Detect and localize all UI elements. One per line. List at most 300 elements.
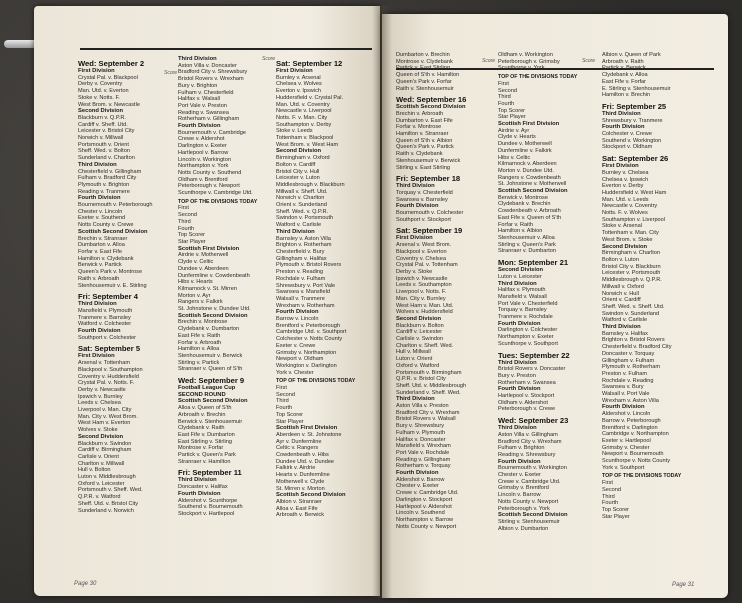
fixture-line: Bolton v. Luton <box>602 256 639 263</box>
fixture-line: Motherwell v. Clyde <box>276 478 325 485</box>
fixture-line: Grimsby v. Brentford <box>498 485 549 492</box>
fixture-line: Stirling v. Queen's Park <box>498 241 556 248</box>
fixture-line: Portsmouth v. Sheff. Wed. <box>78 487 143 494</box>
fixture-line: Torquay v. Chesterfield <box>396 189 453 196</box>
fixture-line: Brentford v. Peterborough <box>276 322 340 329</box>
fixture-line: Sheff. Utd. v. Middlesbrough <box>396 382 467 389</box>
fixture-line: Top Scorer <box>602 507 630 513</box>
division-heading: Third Division <box>178 56 217 62</box>
fixture-line: Hartlepool v. Aldershot <box>396 503 452 510</box>
fixture-line: Brechin v. Stranraer <box>78 235 128 242</box>
division-heading: Fourth Division <box>602 124 645 131</box>
fixture-line: Luton v. Orient <box>396 356 433 363</box>
fixture-line: Cowdenbeath v. Hibs <box>276 452 329 459</box>
fixture-line: Sheff. Wed. v. Sheff. Utd. <box>602 303 665 310</box>
fixture-line: Orient v. Sunderland <box>276 202 327 209</box>
fixture-line: Chester v. Exeter <box>498 472 541 479</box>
fixture-line: Stirling v. East Stirling <box>396 164 450 171</box>
fixture-line: Mansfield v. Plymouth <box>78 307 133 314</box>
fixture-line: Northampton v. Barrow <box>396 517 454 523</box>
fixture-line: Gillingham v. Fulham <box>602 357 655 364</box>
fixture-line: Tottenham v. Man. City <box>602 230 659 237</box>
division-heading: Third Division <box>178 477 217 484</box>
fixture-line: Blackburn v. Bolton <box>396 322 444 329</box>
fixture-line: Stoke v. Notts. F. <box>78 94 120 101</box>
fixture-line: Sheff. Wed. v. Bolton <box>78 148 130 155</box>
right-page <box>382 14 728 598</box>
fixture-line: Ipswich v. Burnley <box>78 393 123 400</box>
fixture-line: Darlington v. Stockport <box>396 496 453 503</box>
fixture-line: Ipswich v. Newcastle <box>396 275 448 282</box>
fixture-line: Cowdenbeath v. Arbroath <box>498 208 561 215</box>
fixture-line: Southampton v. Derby <box>276 121 332 128</box>
fixture-line: Hibs v. Hearts <box>178 279 213 286</box>
fixture-line: Blackpool v. Everton <box>396 248 447 255</box>
fixture-column <box>602 52 712 582</box>
division-heading: Third Division <box>78 301 117 308</box>
fixture-line: Aston Villa v. Doncaster <box>178 62 237 69</box>
division-heading: First Division <box>78 353 115 360</box>
fixture-line: Lincoln v. Workington <box>178 156 231 163</box>
fixture-line: Fulham v. Chesterfield <box>178 89 234 96</box>
fixture-line: Swansea v. Mansfield <box>276 289 330 296</box>
fixture-line: Halifax v. Walsall <box>178 96 220 103</box>
fixture-line: Blackburn v. Swindon <box>78 440 132 447</box>
fixture-line: Man. Utd. v. Coventry <box>276 101 330 108</box>
fixture-line: Darlington v. Colchester <box>498 327 558 334</box>
division-heading: Second Division <box>78 433 124 440</box>
fixture-line: Gillingham v. Halifax <box>276 255 327 262</box>
score-header-2: Score <box>582 58 596 64</box>
fixture-line: Chesterfield v. Gillingham <box>78 168 142 175</box>
score-header-2: Score <box>262 56 276 62</box>
fixture-line: Stockport v. Oldham <box>602 144 653 151</box>
fixture-line: Stoke v. Arsenal <box>602 223 643 230</box>
division-heading: Fourth Division <box>396 203 439 210</box>
fixture-line: St. Johnstone v. Dundee Utd. <box>178 306 251 313</box>
fixture-line: Newcastle v. Liverpool <box>276 108 332 115</box>
fixture-line: Stranraer v. Dumbarton <box>498 248 557 255</box>
fixture-line: Scunthorpe v. York <box>498 65 545 72</box>
fixture-line: Huddersfield v. Crystal Pal. <box>276 94 344 101</box>
fixture-line: Luton v. Middlesbrough <box>78 474 136 481</box>
fixture-line: West Brom. v. Stoke <box>602 236 653 243</box>
fixture-line: Peterborough v. Grimsby <box>498 58 560 65</box>
fixture-line: Southampton v. Liverpool <box>602 216 666 223</box>
date-heading: Fri: September 25 <box>602 101 667 111</box>
division-heading: First Division <box>276 68 313 74</box>
fixture-line: Second <box>276 391 295 398</box>
fixture-line: Clyde v. Hearts <box>498 134 536 141</box>
fixture-line: Chelsea v. Ipswich <box>602 176 649 183</box>
fixture-line: Chelsea v. Wolves <box>276 81 322 88</box>
fixture-line: Top Scorer <box>178 232 206 239</box>
fixture-line: Wrexham v. Aston Villa <box>602 397 659 404</box>
fixture-line: Clydebank v. Dumbarton <box>178 326 240 333</box>
fixture-line: Rotherham v. Torquay <box>396 463 451 470</box>
fixture-line: Preston v. Fulham <box>602 370 647 377</box>
fixture-line: Shrewsbury v. Tranmere <box>602 117 663 124</box>
fixture-column <box>396 52 494 582</box>
fixture-line: Stranraer v. Queen of S'th <box>178 366 243 373</box>
fixture-line: Leicester v. Portsmouth <box>602 270 661 277</box>
fixture-line: Morton v. Ayr <box>178 292 211 299</box>
fixture-line: Rotherham v. Gillingham <box>178 116 240 123</box>
fixture-line: Crystal Pal. v. Tottenham <box>396 262 458 269</box>
fixture-line: Kilmarnock v. St. Mirren <box>178 285 237 292</box>
fixture-line: Forfar v. East Fife <box>78 248 123 255</box>
fixture-line: Montrose v. Forfar <box>178 445 224 452</box>
fixture-line: Dunfermline v. Falkirk <box>498 147 552 154</box>
fixture-line: West Brom. v. Newcastle <box>78 101 140 108</box>
fixture-line: Man. City v. Burnley <box>396 295 446 302</box>
fixture-line: Tottenham v. Blackpool <box>276 135 334 142</box>
fixture-line: East Fife v. Queen of S'th <box>498 214 562 221</box>
division-heading: Fourth Division <box>396 470 439 477</box>
date-heading: Fri: September 18 <box>396 174 461 184</box>
date-heading: Sat: September 26 <box>602 154 669 164</box>
fixture-line: Notts County v. Newport <box>396 523 457 530</box>
fixture-line: Rangers v. Cowdenbeath <box>498 174 561 181</box>
fixture-line: Cardiff v. Sheff. Utd. <box>78 121 128 128</box>
fixture-line: Doncaster v. Halifax <box>178 484 228 491</box>
fixture-line: Partick v. Berwick <box>602 65 646 72</box>
fixture-line: Cardiff v. Leicester <box>396 329 443 336</box>
fixture-line: Coventry v. Chelsea <box>396 255 446 262</box>
fixture-line: Reading v. Gillingham <box>396 456 451 463</box>
fixture-line: Mansfield v. Wrexham <box>396 443 451 450</box>
fixture-line: Fourth <box>178 225 195 232</box>
division-heading: Fourth Division <box>178 123 221 130</box>
fixture-line: Brighton v. Bristol Rovers <box>602 337 665 344</box>
fixture-line: Everton v. Ipswich <box>276 88 321 95</box>
fixture-line: Bristol Rovers v. Walsall <box>396 416 456 423</box>
fixture-line: Brechin v. Montrose <box>178 319 228 326</box>
fixture-line: Scunthorpe v. Notts County <box>602 458 670 465</box>
fixture-line: Colchester v. Notts County <box>276 336 343 343</box>
page-number: Page 30 <box>74 581 97 587</box>
fixture-line: Berwick v. Partick <box>78 262 122 269</box>
fixture-line: Forfar v. Raith <box>498 221 534 228</box>
fixture-line: Clyde v. Celtic <box>178 259 214 266</box>
date-heading: Sat: September 5 <box>78 344 141 354</box>
fixture-line: First <box>498 80 509 87</box>
fixture-line: Exeter v. Crewe <box>276 342 316 349</box>
fixture-line: Swansea v. Barnsley <box>396 196 448 203</box>
fixture-line: Stenhousemuir v. Berwick <box>396 157 461 164</box>
fixture-line: Millwall v. Sheff. Utd. <box>276 188 328 195</box>
fixture-line: Notts County v. Southend <box>178 169 242 176</box>
division-heading: Fourth Division <box>178 490 221 497</box>
fixture-line: Notts. F. v. Wolves <box>602 210 648 217</box>
fixture-line: Hull v. Millwall <box>396 349 431 356</box>
fixture-line: Airdrie v. Motherwell <box>178 252 229 259</box>
fixture-line: Bradford City v. Wrexham <box>498 438 562 445</box>
fixture-line: Stoke v. Leeds <box>276 128 313 135</box>
fixture-line: Cambridge Utd. v. Southport <box>276 329 347 336</box>
fixture-line: Oxford v. Watford <box>396 362 440 369</box>
fixture-line: Watford v. Carlisle <box>276 222 322 229</box>
top-divisions-heading: TOP OF THE DIVISIONS TODAY <box>602 473 682 480</box>
fixture-column <box>276 56 376 584</box>
fixture-line: Stenhousemuir v. Berwick <box>178 352 243 359</box>
header-rule <box>80 48 372 50</box>
fixture-line: Star Player <box>498 114 526 121</box>
date-heading: Wed: September 16 <box>396 95 467 105</box>
fixture-line: Bournemouth v. Peterborough <box>78 202 153 209</box>
fixture-line: Notts County v. Crewe <box>78 222 134 229</box>
fixture-line: Rochdale v. Fulham <box>276 275 326 282</box>
fixture-line: Forfar v. Montrose <box>396 124 442 131</box>
fixture-line: Clydebank v. Raith <box>178 425 225 432</box>
fixture-line: Swindon v. Sunderland <box>602 310 660 317</box>
fixture-line: Hibs v. Celtic <box>498 154 531 161</box>
fixture-line: Sunderland v. Sheff. Wed. <box>396 389 461 396</box>
date-heading: Wed: September 23 <box>498 416 569 426</box>
fixture-line: Clydebank v. Alloa <box>602 72 648 79</box>
fixture-line: Chesterfield v. Bradford City <box>602 344 672 351</box>
fixture-line: Crewe v. Cambridge Utd. <box>498 478 561 485</box>
division-heading: First Division <box>78 68 115 74</box>
fixture-line: Scunthorpe v. Southport <box>498 340 558 347</box>
fixture-line: St. Johnstone v. Motherwell <box>498 181 567 188</box>
division-heading: Fourth Division <box>498 458 541 465</box>
fixture-line: Lincoln v. Southend <box>396 510 445 517</box>
fixture-line: Birmingham v. Oxford <box>276 155 330 162</box>
fixture-line: Sunderland v. Norwich <box>78 507 134 514</box>
top-divisions-heading: TOP OF THE DIVISIONS TODAY <box>178 198 258 205</box>
fixture-line: Leicester v. Luton <box>276 175 320 182</box>
fixture-line: Star Player <box>602 513 630 520</box>
division-heading: Scottish First Division <box>498 121 560 128</box>
fixture-line: Albion v. Dumbarton <box>498 525 549 532</box>
fixture-line: Crystal Pal. v. Blackpool <box>78 74 138 81</box>
fixture-line: Charlton v. Sheff. Wed. <box>396 342 454 349</box>
fixture-line: Cardiff v. Birmingham <box>78 447 132 454</box>
fixture-line: Burnley v. Chelsea <box>602 169 649 176</box>
fixture-line: Southend v. Workington <box>602 137 662 144</box>
fixture-line: Bristol City v. Blackburn <box>602 263 661 270</box>
fixture-line: Walsall v. Port Vale <box>602 391 650 398</box>
fixture-line: Barrow v. Lincoln <box>276 316 319 323</box>
fixture-line: Millwall v. Oxford <box>602 283 644 290</box>
fixture-line: Peterborough v. Newport <box>178 183 240 190</box>
fixture-line: Southport v. Colchester <box>78 334 137 341</box>
fixture-line: Middlesbrough v. Blackburn <box>276 181 345 188</box>
fixture-line: Dumbarton v. Alloa <box>78 242 125 249</box>
fixture-line: Stenhousemuir v. E. Stirling <box>78 282 147 289</box>
fixture-line: West Ham v. Everton <box>78 420 131 427</box>
fixture-line: Grimsby v. Northampton <box>276 349 337 356</box>
fixture-line: Brechin v. Arbroath <box>396 110 444 117</box>
fixture-line: Brighton v. Rotherham <box>276 242 332 249</box>
fixture-line: Scunthorpe v. Cambridge Utd. <box>178 190 253 197</box>
fixture-line: Arbroath v. Brechin <box>178 411 226 418</box>
fixture-line: Top Scorer <box>276 411 304 418</box>
fixture-line: Partick v. East Stirling <box>396 65 450 72</box>
fixture-line: Queen of S'th v. Hamilton <box>396 72 460 79</box>
fixture-line: Queen's Park v. Partick <box>396 144 454 151</box>
fixture-line: Exeter v. Hartlepool <box>602 437 651 444</box>
fixture-line: Aston Villa v. Gillingham <box>498 431 558 438</box>
fixture-line: Exeter v. Southend <box>78 215 126 222</box>
fixture-line: Alloa v. Queen of S'th <box>178 405 232 412</box>
fixture-line: Wrexham v. Rotherham <box>276 302 335 309</box>
fixture-line: East Stirling v. Stirling <box>178 438 232 445</box>
fixture-line: Chester v. Lincoln <box>78 208 123 215</box>
fixture-line: Leicester v. Bristol City <box>78 128 135 135</box>
division-heading: Third Division <box>498 359 537 366</box>
fixture-line: Aldershot v. Barrow <box>396 476 445 483</box>
fixture-line: Celtic v. Rangers <box>276 445 319 452</box>
division-heading: Fourth Division <box>602 404 645 411</box>
fixture-line: Newcastle v. Coventry <box>602 203 658 210</box>
fixture-line: Brentford v. Darlington <box>602 424 658 431</box>
fixture-line: Crystal Pal. v. Notts. F. <box>78 380 135 387</box>
fixture-line: Norwich v. Charlton <box>276 195 325 202</box>
fixture-line: Northampton v. Exeter <box>498 334 554 341</box>
fixture-line: Queen's Park v. Montrose <box>78 269 143 276</box>
fixture-line: Bury v. Preston <box>498 372 536 379</box>
fixture-line: Lincoln v. Barrow <box>498 492 541 499</box>
fixture-line: Middlesbrough v. Q.P.R. <box>602 277 662 284</box>
fixture-line: Crewe v. Aldershot <box>178 136 225 143</box>
fixture-line: Barrow v. Peterborough <box>602 417 661 424</box>
fixture-line: Bradford City v. Shrewsbury <box>178 69 248 76</box>
fixture-line: Sheff. Utd. v. Bristol City <box>78 500 139 507</box>
fixture-line: Peterborough v. York <box>498 505 550 512</box>
fixture-line: Rangers v. Falkirk <box>178 299 223 306</box>
fixture-line: Dumbarton v. Brechin <box>396 52 450 58</box>
fixture-line: Bristol City v. Hull <box>276 168 320 175</box>
fixture-line: Swindon v. Portsmouth <box>276 215 334 222</box>
fixture-line: Stirling v. Partick <box>178 359 220 366</box>
fixture-line: Bournemouth v. Colchester <box>396 210 464 217</box>
fixture-line: Orient v. Cardiff <box>602 297 641 304</box>
fixture-line: Alloa v. East Fife <box>276 505 318 512</box>
fixture-line: Port Vale v. Rochdale <box>396 449 450 456</box>
fixture-line: Leeds v. Southampton <box>396 282 452 289</box>
division-heading: Third Division <box>498 425 537 432</box>
fixture-line: Crewe v. Cambridge Utd. <box>396 490 459 497</box>
fixture-line: East Fife v. Raith <box>178 332 221 339</box>
fixture-line: Tranmere v. Rochdale <box>498 314 553 321</box>
date-heading: Wed: September 2 <box>78 59 145 68</box>
fixture-line: Airdrie v. Ayr <box>498 127 530 134</box>
fixture-line: Workington v. Darlington <box>276 362 337 369</box>
fixture-line: Barnsley v. Aston Villa <box>276 235 331 242</box>
division-heading: Second Division <box>78 108 124 115</box>
fixture-line: Torquay v. Barnsley <box>498 307 547 314</box>
fixture-line: Hamilton v. Alloa <box>178 346 220 353</box>
fixture-line: Aldershot v. Scunthorpe <box>178 497 238 504</box>
division-heading: Scottish Second Division <box>276 492 346 499</box>
fixture-line: Port Vale v. Chesterfield <box>498 300 558 307</box>
fixture-line: West Ham v. Man. Utd. <box>396 302 454 309</box>
fixture-line: Stenhousemuir v. Alloa <box>498 234 555 241</box>
fixture-line: Huddersfield v. West Ham <box>602 189 667 196</box>
fixture-line: Leeds v. Chelsea <box>78 400 121 407</box>
fixture-line: Rotherham v. Swansea <box>498 379 556 386</box>
fixture-line: Queen's Park v. Forfar <box>396 78 452 85</box>
fixture-line: East Fife v. Forfar <box>602 78 647 85</box>
division-heading: Fourth Division <box>498 320 541 327</box>
division-heading: Fourth Division <box>498 386 541 393</box>
date-heading: Fri: September 11 <box>178 468 242 478</box>
fixture-line: Notts. F. v. Man. City <box>276 114 328 121</box>
fixture-line: Raith v. Arbroath <box>78 275 120 282</box>
fixture-line: Third <box>602 493 615 500</box>
fixture-line: Chesterfield v. Bury <box>276 248 325 255</box>
fixture-line: Berwick v. Montrose <box>498 194 548 201</box>
fixture-line: Newport v. Oldham <box>276 356 324 363</box>
fixture-line: Queen of S'th v. Albion <box>396 137 453 144</box>
fixture-line: Fulham v. Brighton <box>498 445 545 452</box>
fixture-line: Everton v. Derby <box>602 183 644 190</box>
date-heading: Sat: September 19 <box>396 226 463 236</box>
division-heading: SECOND ROUND <box>178 391 226 398</box>
score-header-1: Score <box>164 70 178 76</box>
fixture-line: Q.P.R. v. Bristol City <box>396 376 446 383</box>
fixture-line: Hull v. Bolton <box>78 467 111 474</box>
fixture-line: Barnsley v. Halifax <box>602 330 648 337</box>
fixture-line: Oxford v. Leicester <box>78 480 125 487</box>
division-heading: Fourth Division <box>78 195 121 202</box>
division-heading: Scottish Second Division <box>178 398 248 405</box>
fixture-line: York v. Chester <box>276 369 314 376</box>
fixture-line: Kilmarnock v. Aberdeen <box>498 161 557 168</box>
fixture-line: Rochdale v. Reading <box>602 377 654 384</box>
fixture-line: Star Player <box>276 418 304 425</box>
fixture-line: Port Vale v. Preston <box>178 102 227 109</box>
fixture-line: Bristol Rovers v. Wrexham <box>178 76 244 83</box>
division-heading: Scottish Second Division <box>396 104 466 111</box>
fixture-line: First <box>276 385 287 392</box>
fixture-line: Reading v. Shrewsbury <box>498 451 556 458</box>
division-heading: Third Division <box>78 161 117 168</box>
fixture-line: Charlton v. Millwall <box>78 460 125 467</box>
fixture-line: Arbroath v. Berwick <box>276 512 325 519</box>
fixture-line: Dundee v. Motherwell <box>498 141 552 148</box>
fixture-line: Bournemouth v. Cambridge <box>178 129 246 136</box>
page-number: Page 31 <box>672 582 695 588</box>
fixture-line: Raith v. Clydebank <box>396 151 443 158</box>
fixture-line: Oldham v. Brentford <box>178 176 228 183</box>
fixture-line: Liverpool v. Notts. F. <box>396 289 447 296</box>
division-heading: Third Division <box>602 110 641 117</box>
fixture-line: Darlington v. Exeter <box>178 143 227 150</box>
division-heading: Second Division <box>276 148 322 155</box>
fixture-line: Raith v. Stenhousemuir <box>396 85 454 92</box>
fixture-line: Aston Villa v. Preston <box>396 403 449 410</box>
fixture-line: Plymouth v. Bristol Rovers <box>276 262 342 269</box>
fixture-line: Bury v. Shrewsbury <box>396 423 445 430</box>
division-heading: Second Division <box>498 267 544 274</box>
fixture-line: Hamilton v. Albion <box>498 228 543 235</box>
fixture-line: Preston v. Reading <box>276 269 324 276</box>
division-heading: Third Division <box>498 280 537 287</box>
fixture-line: Hartlepool v. Stockport <box>498 393 555 400</box>
fixture-line: Cambridge v. Northampton <box>602 431 669 438</box>
division-heading: Third Division <box>602 324 641 331</box>
fixture-line: Arsenal v. West Brom. <box>396 242 452 249</box>
fixture-line: Halifax v. Doncaster <box>396 436 446 443</box>
fixture-line: Stirling v. Stenhousemuir <box>498 519 560 525</box>
fixture-line: Carlisle v. Swindon <box>396 336 444 343</box>
fixture-line: Tranmere v. Barnsley <box>78 314 131 321</box>
fixture-line: Burnley v. Arsenal <box>276 74 321 81</box>
fixture-line: Dumbarton v. East Fife <box>396 117 453 124</box>
